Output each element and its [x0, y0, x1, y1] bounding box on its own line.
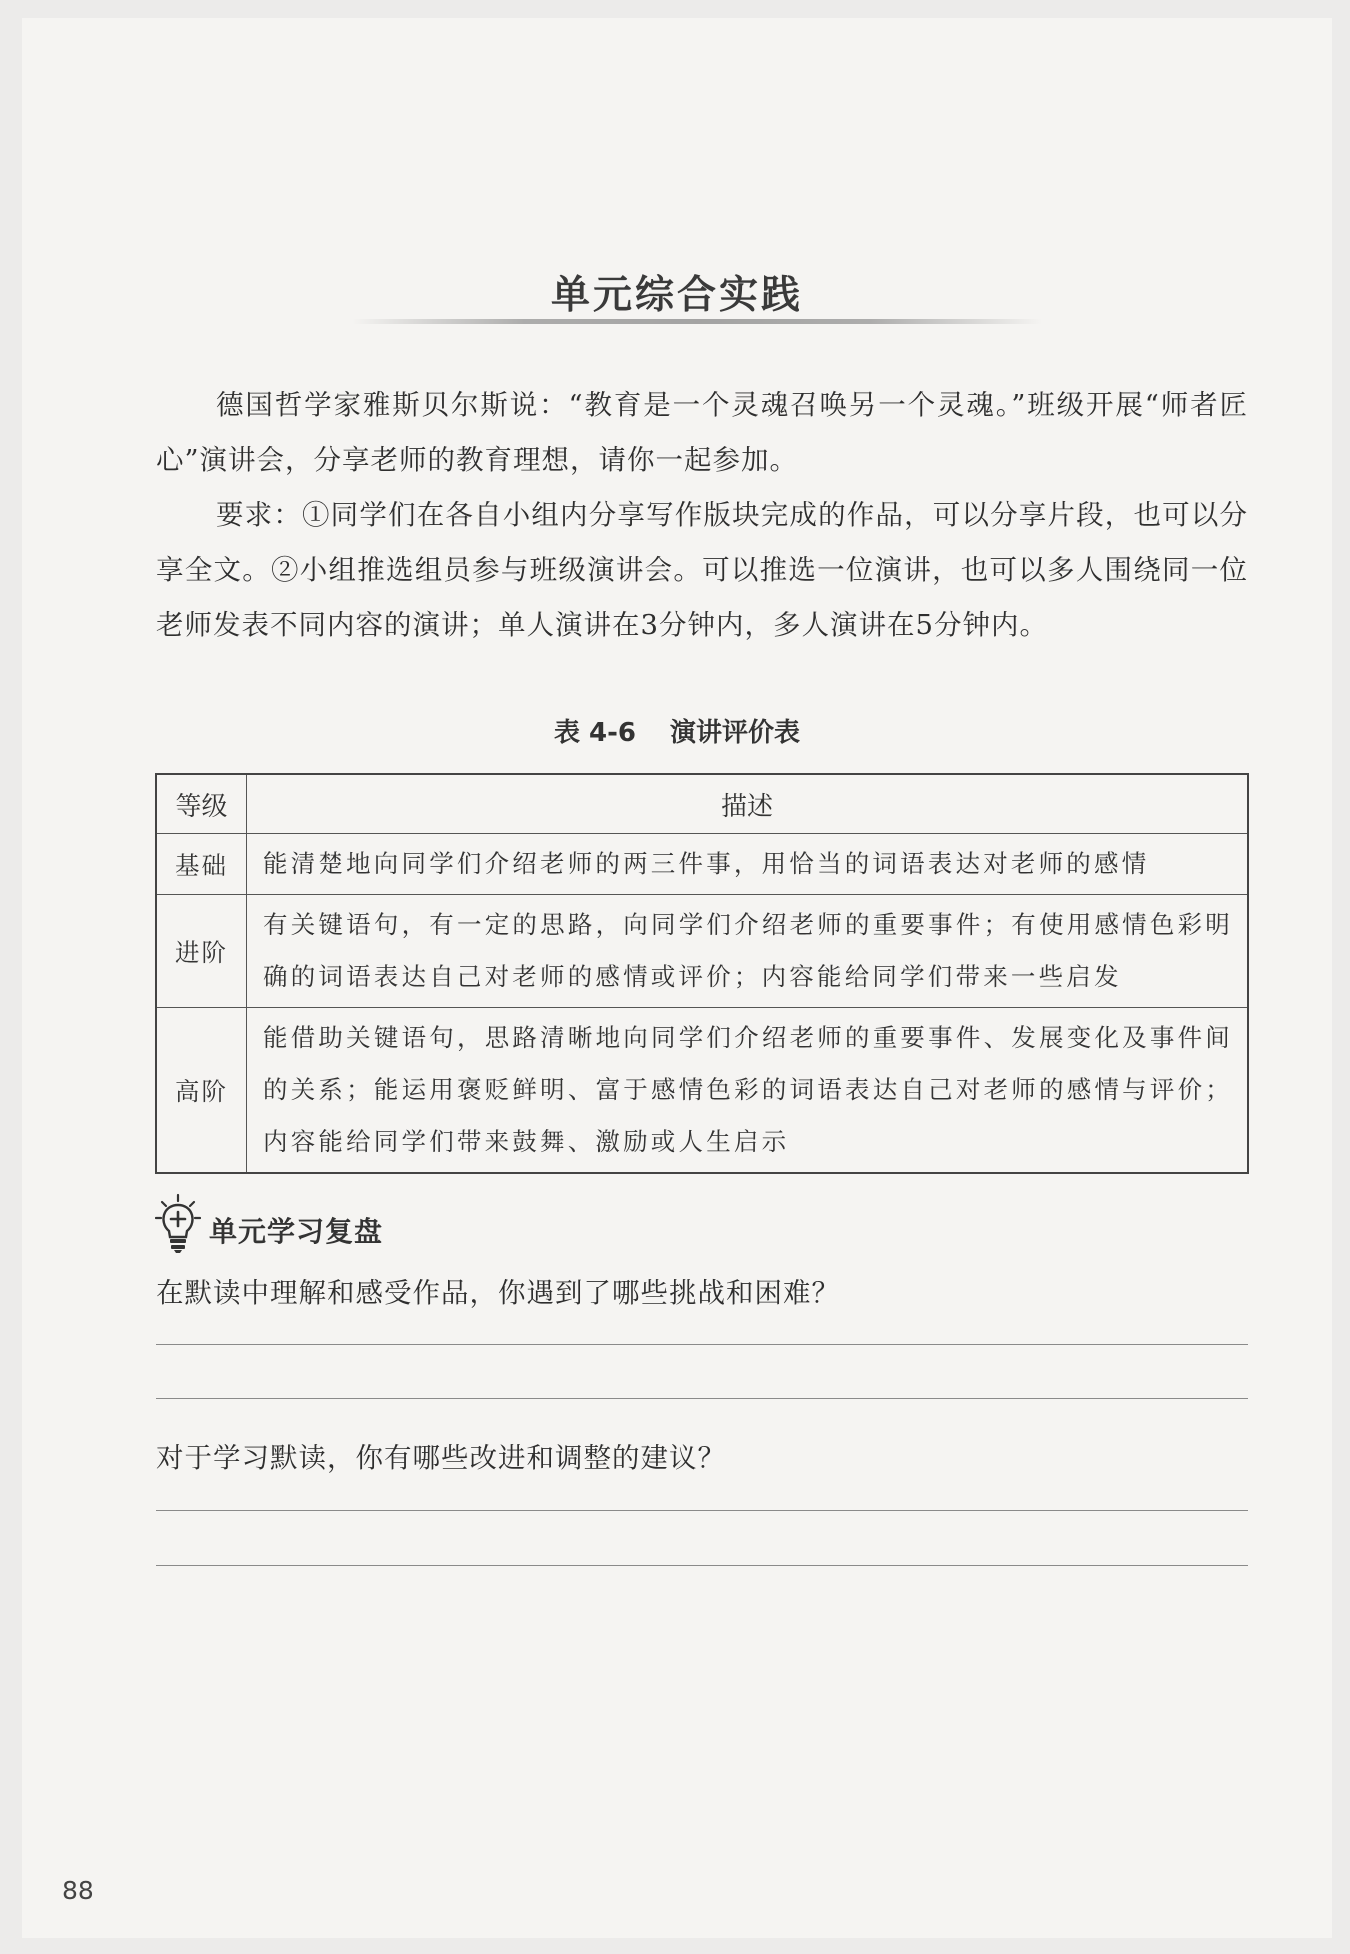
description-cell: 能清楚地向同学们介绍老师的两三件事，用恰当的词语表达对老师的感情: [247, 834, 1249, 895]
table-row: [156, 895, 1248, 1008]
answer-line[interactable]: [156, 1344, 1248, 1345]
intro-paragraph: 德国哲学家雅斯贝尔斯说：“教育是一个灵魂召唤另一个灵魂。”班级开展“师者匠心”演讲会，分享老师的教育理想，请你一起参加。: [156, 389, 1248, 476]
table-caption-number: 表 4-6: [553, 718, 636, 748]
review-section-header: [155, 1193, 383, 1253]
evaluation-table: [155, 773, 1249, 1174]
description-cell: 有关键语句，有一定的思路，向同学们介绍老师的重要事件；有使用感情色彩明确的词语表达自己对老师的感情或评价；内容能给同学们带来一些启发: [247, 895, 1249, 1008]
review-question-1: 在默读中理解和感受作品，你遇到了哪些挑战和困难？: [156, 1277, 840, 1309]
header-level: 等级: [156, 774, 247, 834]
level-cell: 基础: [156, 834, 247, 895]
table-caption: [22, 712, 1332, 749]
lightbulb-icon: [155, 1193, 201, 1253]
review-question-2: 对于学习默读，你有哪些改进和调整的建议？: [156, 1442, 726, 1474]
description-cell: 能借助关键语句，思路清晰地向同学们介绍老师的重要事件、发展变化及事件间的关系；能运用褒贬鲜明、富于感情色彩的词语表达自己对老师的感情与评价；内容能给同学们带来鼓舞、激励或人生启示: [247, 1008, 1249, 1174]
page-number: 88: [62, 1876, 94, 1905]
answer-line[interactable]: [156, 1398, 1248, 1399]
level-cell: 高阶: [156, 1008, 247, 1174]
page-title: 单元综合实践: [550, 273, 803, 318]
table-header-row: [156, 774, 1248, 834]
table-row: [156, 1008, 1248, 1174]
textbook-page: [22, 18, 1332, 1938]
header-description: 描述: [247, 774, 1249, 834]
requirements-paragraph: 要求：①同学们在各自小组内分享写作版块完成的作品，可以分享片段，也可以分享全文。②小组推选组员参与班级演讲会。可以推选一位演讲，也可以多人围绕同一位老师发表不同内容的演讲；单人演讲在3分钟内，多人演讲在5分钟内。: [156, 499, 1248, 641]
table-row: [156, 834, 1248, 895]
answer-line[interactable]: [156, 1565, 1248, 1566]
title-underline: [352, 319, 1042, 324]
table-caption-title: 演讲评价表: [670, 718, 801, 748]
answer-line[interactable]: [156, 1510, 1248, 1511]
level-cell: 进阶: [156, 895, 247, 1008]
review-heading: 单元学习复盘: [209, 1215, 384, 1248]
